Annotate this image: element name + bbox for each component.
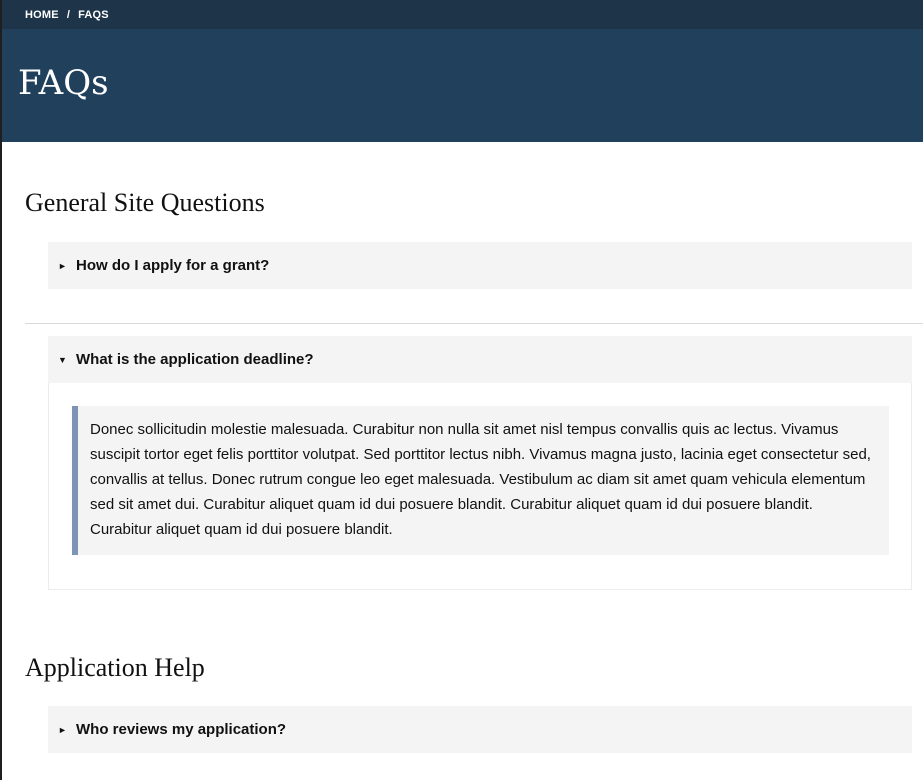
faq-question: Who reviews my application?: [76, 721, 287, 738]
faq-toggle-reviewers[interactable]: [48, 706, 912, 753]
section-title-application-help: Application Help: [25, 653, 205, 682]
section-title-general: General Site Questions: [25, 188, 265, 217]
triangle-right-icon: ►: [58, 260, 67, 271]
faq-answer-text: Donec sollicitudin molestie malesuada. Curabitur non nulla sit amet nisl tempus convallis quis ac lectus. Vivamus suscipit tortor eget felis porttitor volutpat. Sed porttitor lectus nibh. Vivamus magna justo, lacinia eget consectetur sed, convallis at tellus. Donec rutrum congue leo eget malesuada. Vestibulum ac diam sit amet quam vehicula elementum sed sit amet dui. Curabitur aliquet quam id dui posuere blandit. Curabitur aliquet quam id dui posuere blandit. Curabitur aliquet quam id dui posuere blandit.: [72, 406, 889, 555]
faq-item-apply: [48, 242, 912, 289]
faq-question: What is the application deadline?: [76, 351, 314, 368]
page-title: FAQs: [18, 63, 109, 103]
faq-item-reviewers: [48, 706, 912, 753]
faq-toggle-apply[interactable]: [48, 242, 912, 289]
breadcrumb: [2, 0, 923, 29]
section-divider: [25, 323, 923, 324]
breadcrumb-current-link[interactable]: FAQS: [78, 8, 109, 21]
faq-toggle-deadline[interactable]: [48, 336, 912, 383]
breadcrumb-home-link[interactable]: HOME: [25, 8, 59, 21]
triangle-down-icon: ▼: [58, 354, 67, 365]
page-header: [2, 29, 923, 142]
faq-item-deadline: [48, 336, 912, 590]
faq-question: How do I apply for a grant?: [76, 257, 270, 274]
faq-answer-panel: [48, 383, 912, 590]
breadcrumb-separator: /: [66, 8, 71, 21]
triangle-right-icon: ►: [58, 724, 67, 735]
